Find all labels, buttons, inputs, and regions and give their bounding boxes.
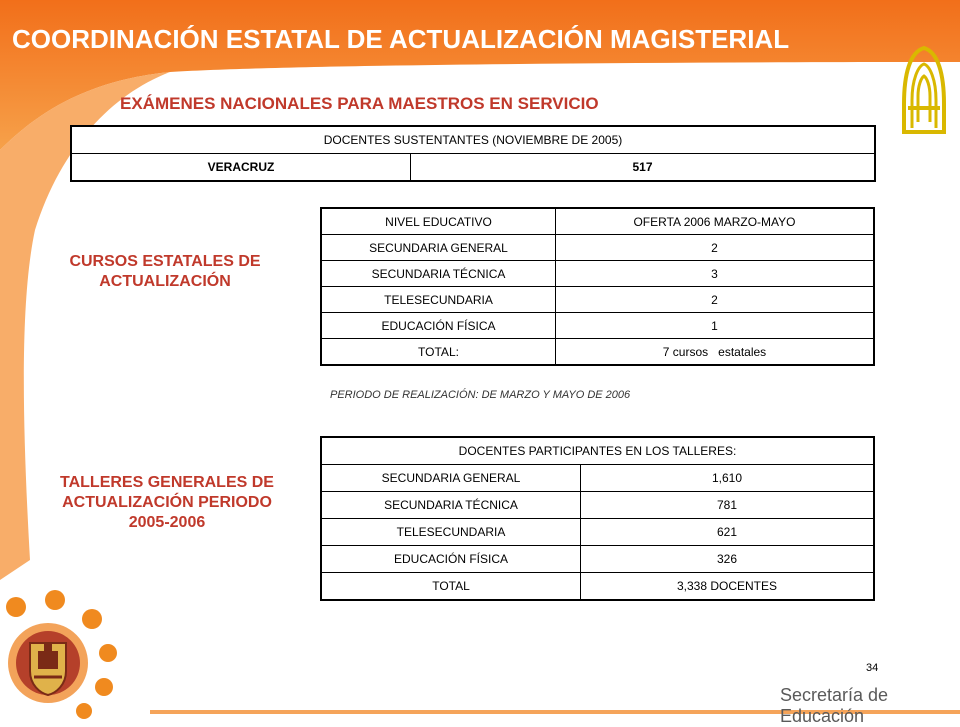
cursos-heading-line: CURSOS ESTATALES DE — [69, 253, 261, 270]
nivel-cell: EDUCACIÓN FÍSICA — [321, 313, 556, 339]
coat-of-arms-icon — [0, 585, 130, 720]
table-row — [321, 313, 874, 339]
talleres-table-header: DOCENTES PARTICIPANTES EN LOS TALLERES: — [321, 437, 874, 465]
exam-table-header: DOCENTES SUSTENTANTES (NOVIEMBRE DE 2005) — [71, 126, 875, 154]
nivel-cell: TELESECUNDARIA — [321, 287, 556, 313]
nivel-cell: SECUNDARIA GENERAL — [321, 465, 581, 492]
nivel-cell: TELESECUNDARIA — [321, 519, 581, 546]
table-row — [321, 492, 874, 519]
nivel-cell: SECUNDARIA TÉCNICA — [321, 261, 556, 287]
department-name: Secretaría de Educación — [780, 685, 889, 726]
talleres-heading — [32, 473, 302, 533]
column-header: OFERTA 2006 MARZO-MAYO — [556, 208, 875, 235]
total-label-cell: TOTAL — [321, 573, 581, 601]
total-value-cell: 7 cursos estatales — [556, 339, 875, 366]
docentes-cell: 621 — [581, 519, 875, 546]
table-row — [321, 519, 874, 546]
total-row — [321, 573, 874, 601]
table-row — [321, 465, 874, 492]
table-row — [321, 287, 874, 313]
table-row — [321, 235, 874, 261]
cursos-heading — [40, 252, 290, 292]
nivel-cell: SECUNDARIA TÉCNICA — [321, 492, 581, 519]
oferta-cell: 2 — [556, 235, 875, 261]
total-row — [321, 339, 874, 366]
page-number: 34 — [866, 662, 879, 674]
talleres-table — [320, 436, 875, 601]
docentes-cell: 781 — [581, 492, 875, 519]
nivel-cell: SECUNDARIA GENERAL — [321, 235, 556, 261]
nivel-cell: EDUCACIÓN FÍSICA — [321, 546, 581, 573]
docentes-cell: 326 — [581, 546, 875, 573]
exam-table — [70, 125, 876, 182]
exam-state-cell: VERACRUZ — [71, 154, 411, 182]
exam-section-title: EXÁMENES NACIONALES PARA MAESTROS EN SERVICIO — [120, 94, 599, 113]
oferta-cell: 2 — [556, 287, 875, 313]
cursos-heading-line: ACTUALIZACIÓN — [99, 273, 231, 290]
docentes-cell: 1,610 — [581, 465, 875, 492]
slide-title: COORDINACIÓN ESTATAL DE ACTUALIZACIÓN MAGISTERIAL — [12, 24, 790, 54]
total-label-cell: TOTAL: — [321, 339, 556, 366]
oferta-cell: 1 — [556, 313, 875, 339]
column-header: NIVEL EDUCATIVO — [321, 208, 556, 235]
table-row — [321, 546, 874, 573]
oferta-cell: 3 — [556, 261, 875, 287]
periodo-note: PERIODO DE REALIZACIÓN: DE MARZO Y MAYO DE 2006 — [330, 389, 631, 401]
talleres-heading-line: ACTUALIZACIÓN PERIODO — [62, 494, 272, 511]
table-row — [321, 261, 874, 287]
state-logo-icon — [898, 44, 950, 136]
talleres-heading-line: TALLERES GENERALES DE — [60, 474, 274, 491]
cursos-table — [320, 207, 875, 366]
total-value-cell: 3,338 DOCENTES — [581, 573, 875, 601]
exam-count-cell: 517 — [411, 154, 876, 182]
talleres-heading-line: 2005-2006 — [128, 514, 206, 531]
